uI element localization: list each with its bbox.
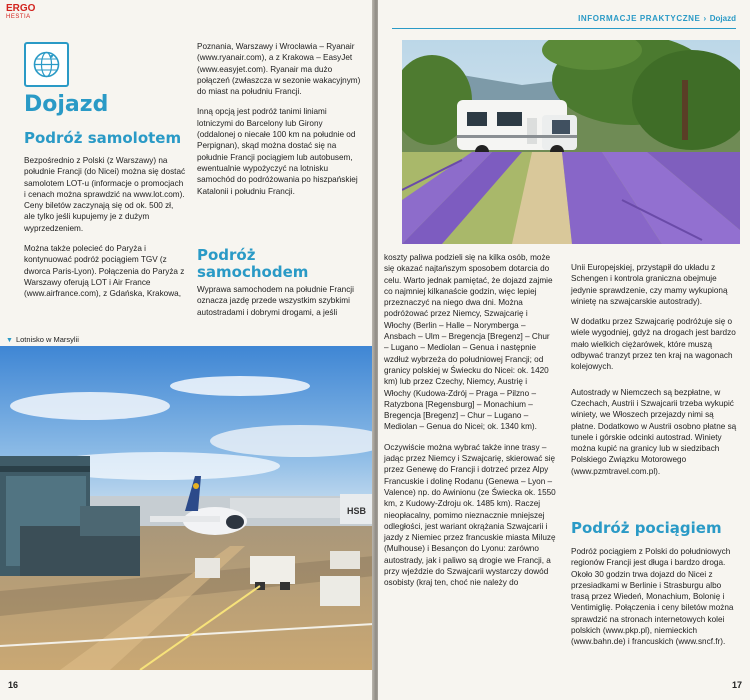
caption-text: Lotnisko w Marsylii: [15, 335, 79, 344]
paragraph: Autostrady w Niemczech są bezpłatne, w Czechach, Austrii i Szwajcarii trzeba wykupić winiety, we Włoszech przejazdy nimi są płatne. Dodatkowo w Austrii osobno płatne są tunele i górskie odcinki autostrad. Winiety można kupić na granicy lub w siedzibach Polskiego Związku Motorowego (www.pzmtravel.com.pl).: [571, 387, 737, 476]
paragraph: Oczywiście można wybrać także inne trasy – jadąc przez Niemcy i Szwajcarię, skierować się przez Genewę do Francji i dotrzeć przez Alpy Francuskie i dolinę Rodanu (Genewa – Lyon – Valence) np. do Awinionu (ze Świecka ok. 1550 km, z Kudowy-Zdroju ok. 1485 km). Raczej nieopłacalny, pomimo nieznacznie mniejszej odległości, jest wariant okrążania Szwajcarii i jazdy z Niemiec przez francuskie miasta Miluzę (Mulhouse) i Besançon do Lyonu: zarówno autostrady, jak i paliwo są drogie we Francji, a przy wjeździe do Szwajcarii wystarczy dowód osobisty (kraj ten, choć nie należy do: [384, 442, 556, 588]
svg-text:HSB: HSB: [347, 506, 367, 516]
logo-line1: ERGO: [6, 3, 36, 14]
right-column-1: [384, 252, 556, 598]
left-column-2b: [197, 284, 363, 327]
left-page: [0, 0, 374, 700]
train-heading: Podróż pociągiem: [571, 519, 722, 537]
header-rule: [392, 28, 736, 29]
paragraph: Podróż pociągiem z Polski do południowych regionów Francji jest długa i bardzo droga. Około 30 godzin trwa dojazd do Nicei z przesiadkami w Berlinie i Strasburgu albo trasą przez Wiedeń, Monachium, Bolonię i Ventimiglię. Połączenia i ceny biletów można sprawdzić na stronach internetowych kolei polskich (www.pkp.pl), niemieckich (www.bahn.de) i francuskich (www.sncf.fr).: [571, 547, 734, 647]
car-heading: Podróż samochodem: [197, 246, 309, 281]
section-title: Dojazd: [24, 92, 109, 117]
chevron-down-icon: ▼: [6, 337, 13, 344]
lavender-campervan-photo: [402, 40, 740, 244]
left-column-2: [197, 41, 363, 206]
publisher-logo: [6, 4, 35, 22]
left-column-1: [24, 155, 186, 309]
header-label: INFORMACJE PRAKTYCZNE: [578, 14, 701, 23]
paragraph: koszty paliwa podzieli się na kilka osób, może się okazać najtańszym sposobem dotarcia do celu. Warto jednak pamiętać, że dojazd zajmie co najmniej kilkanaście godzin, więc lepiej przeznaczyć na niego dwa dni. Można podróżować przez Niemcy, Szwajcarię i Włochy (Berlin – Halle – Norymberga – Ansbach – Ulm – Bregencja [Bregenz] – Chur – Lugano – Mediolan – Genua i następnie wzdłuż wybrzeża do południowej Francji; od granicy polskiej w Świecku do Nicei: ok. 1420 km) lub przez Czechy, Niemcy, Austrię i Włochy (Kudowa-Zdrój – Praga – Pilzno – Ratyzbona [Regensburg] – Monachium – Bregencja [Bregenz] – Chur – Lugano – Mediolan – Genua do Nicei; ok. 1340 km).: [384, 253, 553, 432]
right-page: [378, 0, 750, 700]
paragraph: Można także polecieć do Paryża i kontynuować podróż pociągiem TGV (z dworca Paris-Lyon). Połączenia do Paryża z Warszawy oferują LOT i Air France (www.airfrance.com), z Gdańska, Krakowa,: [24, 244, 185, 299]
right-column-2b: [571, 546, 739, 657]
photo-caption: [6, 335, 79, 344]
paragraph: Bezpośrednio z Polski (z Warszawy) na południe Francji (do Nicei) można się dostać samolotem LOT-u (informacje o promocjach i cenach można sprawdzić na www.lot.com). Ceny biletów zaczynają się od ok. 500 zł, ale tylko jeśli kupujemy je z dużym wyprzedzeniem.: [24, 156, 186, 233]
plane-heading: Podróż samolotem: [24, 129, 182, 147]
logo-line2: HESTIA: [6, 14, 31, 20]
paragraph: Unii Europejskiej, przystąpił do układu z Schengen i kontrola graniczna obejmuje jedynie sprawdzenie, czy mamy wykupioną winietę na szwajcarskie autostrady).: [571, 263, 728, 306]
chevron-right-icon: ›: [703, 14, 707, 23]
running-header: [578, 14, 736, 23]
paragraph: Wyprawa samochodem na południe Francji oznacza jazdę przede wszystkim szybkimi autostradami i dobrymi drogami, a jeśli: [197, 285, 354, 317]
right-column-2: [571, 262, 739, 486]
paragraph: Poznania, Warszawy i Wrocławia – Ryanair (www.ryanair.com), a z Krakowa – EasyJet (www.easyjet.com). Ryanair ma dużo połączeń (zwłaszcza w sezonie wakacyjnym) do miast na południu Francji.: [197, 42, 361, 97]
header-section: Dojazd: [709, 14, 736, 23]
airport-photo: [0, 346, 374, 670]
paragraph: W dodatku przez Szwajcarię podróżuje się o wiele wygodniej, gdyż na drogach jest bardzo mało wielkich ciężarówek, które muszą odbywać tranzyt przez ten kraj na wagonach kolejowych.: [571, 317, 736, 372]
page-number-left: 16: [8, 680, 19, 690]
globe-plane-icon: [24, 42, 69, 87]
page-number-right: 17: [731, 680, 742, 690]
paragraph: Inną opcją jest podróż tanimi liniami lotniczymi do Barcelony lub Girony (oddalonej o niecałe 100 km na południe od Perpignan), skąd można dostać się na południe Francji pociągiem lub autobusem, ewentualnie wypożyczyć na lotnisku samochód do podróżowania po hiszpańskiej Katalonii i południu Francji.: [197, 107, 358, 196]
